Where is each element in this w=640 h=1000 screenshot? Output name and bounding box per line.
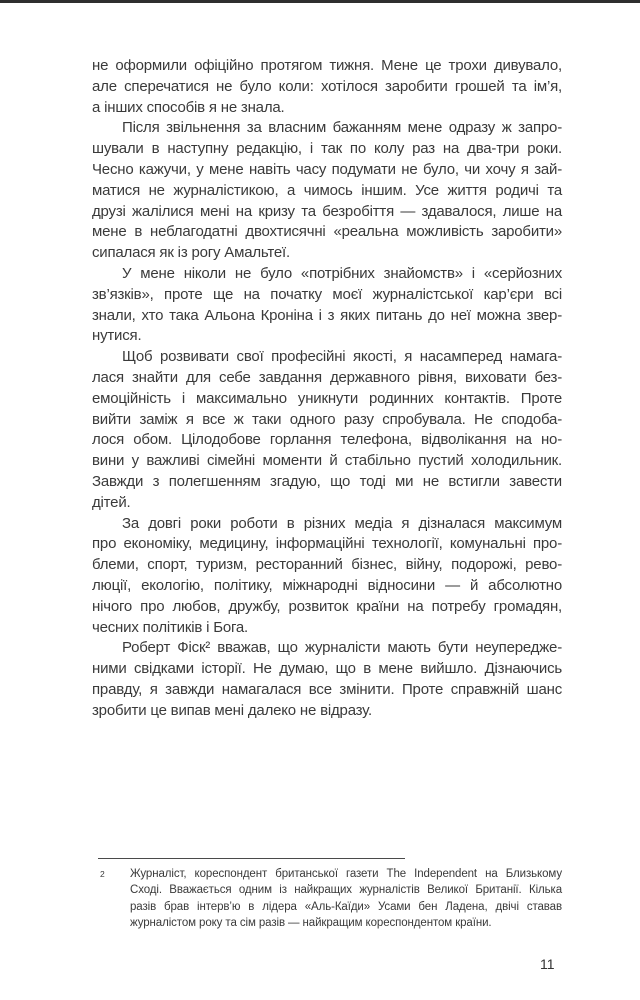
text-line: люції, екологію, політику, міжнародні відносини — й абсолютно xyxy=(92,576,562,594)
text-line: але сперечатися не було коли: хотілося заробити грошей та ім’я, xyxy=(92,77,562,95)
text-line: друзі жалілися мені на кризу та безробіття — здавалося, лише на xyxy=(92,202,562,220)
text-line: зв’язків», проте ще на початку моєї журналістської кар’єри всі xyxy=(92,285,562,303)
text-line: зробити це випав мені далеко не відразу. xyxy=(92,701,372,719)
page-number: 11 xyxy=(540,956,555,972)
text-line: матися не журналістикою, а чимось іншим. Усе життя родичі та xyxy=(92,181,562,199)
text-line: Після звільнення за власним бажанням мене одразу ж запро- xyxy=(122,119,562,137)
text-line: нічого про любов, дружбу, розвиток країни на потребу громадян, xyxy=(92,597,562,615)
text-line: Чесно кажучи, у мене навіть часу подумати не було, чи хочу я зай- xyxy=(92,160,562,178)
text-line: лася знайти для себе завдання державного рівня, виховати без- xyxy=(92,368,562,386)
footnote-marker: 2 xyxy=(100,869,105,879)
footnote-line: Сході. Вважається одним із найкращих журналістів Великої Британії. Кілька xyxy=(130,884,562,897)
text-line: нутися. xyxy=(92,327,142,345)
footnote-area xyxy=(92,866,562,932)
text-line: емоційність і максимально уникнути родинних контактів. Проте xyxy=(92,389,562,407)
body-text xyxy=(92,56,562,722)
text-line: вийти заміж я все ж таки одного разу спробувала. Не сподоба- xyxy=(92,410,562,428)
text-line: дітей. xyxy=(92,493,131,511)
text-line: Завжди з полегшенням згадую, що тоді ми не встигли завести xyxy=(92,472,562,490)
page-top-edge xyxy=(0,0,640,3)
text-line: чесних політиків і Бога. xyxy=(92,618,249,636)
text-line: лося обом. Цілодобове горлання телефона, відволікання на но- xyxy=(92,431,562,449)
text-line: а інших способів я не знала. xyxy=(92,98,285,116)
text-line: знали, хто така Альона Кроніна і з яких питань до неї можна звер- xyxy=(92,306,562,324)
text-line: блеми, спорт, туризм, ресторанний бізнес, війну, подорожі, рево- xyxy=(92,556,562,574)
text-line: вини у важливі сімейні моменти й стабільно пустий холодильник. xyxy=(92,452,562,470)
footnote-separator xyxy=(98,858,405,859)
footnote-line: журналістом року та сім разів — найкращим кореспондентом країни. xyxy=(130,917,492,930)
footnote-text xyxy=(130,866,562,932)
text-line: правду, я завжди намагалася все змінити. Проте справжній шанс xyxy=(92,680,562,698)
text-line: ними свідками історії. Не думаю, що в мене вийшло. Дізнаючись xyxy=(92,660,562,678)
text-line: шували в наступну редакцію, і так по колу раз на два-три роки. xyxy=(92,140,562,158)
text-line: За довгі роки роботи в різних медіа я дізналася максимум xyxy=(122,514,562,532)
text-line: Роберт Фіск² вважав, що журналісти мають бути неупередже- xyxy=(122,639,562,657)
text-line: не оформили офіційно протягом тижня. Мене це трохи дивувало, xyxy=(92,57,562,74)
text-line: мене в неблагодатні двохтисячні «реальна можливість заробити» xyxy=(92,223,562,241)
footnote-line: Журналіст, кореспондент британської газети The Independent на Близькому xyxy=(130,868,562,880)
text-line: сипалася як із рогу Амальтеї. xyxy=(92,244,290,262)
text-line: У мене ніколи не було «потрібних знайомств» і «серйозних xyxy=(122,264,562,282)
footnote-line: разів брав інтерв’ю в лідера «Аль-Каїди» Усами бен Ладена, двічі ставав xyxy=(130,900,562,913)
text-line: Щоб розвивати свої професійні якості, я насамперед намага- xyxy=(122,348,562,366)
text-line: про економіку, медицину, інформаційні технології, комунальні про- xyxy=(92,535,562,553)
